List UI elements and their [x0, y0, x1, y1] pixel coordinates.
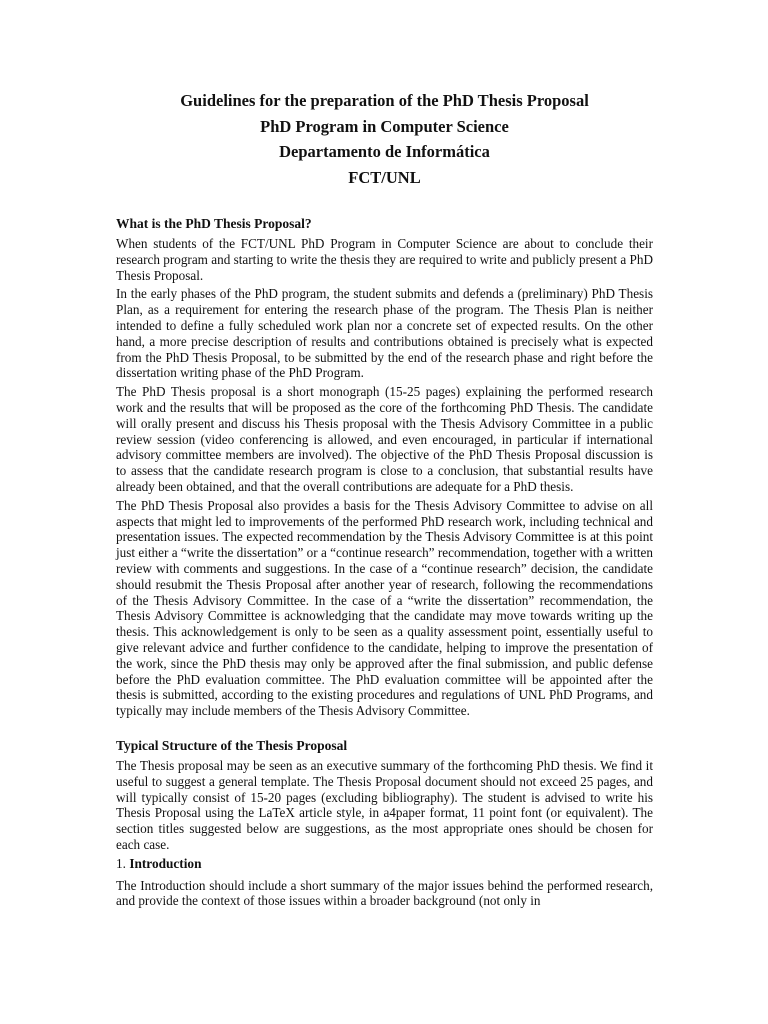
subsection-number: 1. — [116, 855, 126, 871]
title-line: Departamento de Informática — [279, 142, 490, 161]
paragraph: In the early phases of the PhD program, the student submits and defends a (preliminary) PhD Thesis Plan, as a requirement for entering the research phase of the program. The Thesis Plan is neither intended to define a fully scheduled work plan nor a concrete set of expected results. On the other hand, a more precise description of results and contributions obtained is precisely what is expected from the PhD Thesis Proposal, to be submitted by the end of the research phase and right before the dissertation writing phase of the PhD Program. — [116, 286, 653, 381]
paragraph: When students of the FCT/UNL PhD Program in Computer Science are about to conclude their research program and starting to write the thesis they are required to write and publicly present a PhD Thesis Proposal. — [116, 236, 653, 283]
section-spacer — [116, 722, 653, 738]
paragraph: The PhD Thesis Proposal also provides a basis for the Thesis Advisory Committee to advise on all aspects that might led to improvements of the performed PhD research work, including technical and presentation issues. The expected recommendation by the Thesis Advisory Committee is at this point just either a “write the dissertation” or a “continue research” recommendation, together with a written review with comments and suggestions. In the case of a “continue research” decision, the candidate should resubmit the Thesis Proposal after another year of research, following the recommendations of the Thesis Advisory Committee. In the case of a “write the dissertation” recommendation, the Thesis Advisory Committee is acknowledging that the candidate may move towards writing up the thesis. This acknowledgement is only to be seen as a quality assessment point, essentially useful to give relevant advice and further confidence to the candidate, helping to improve the presentation of the work, since the PhD thesis may only be approved after the final submission, and public defense before the PhD evaluation committee. The PhD evaluation committee will be appointed after the thesis is submitted, according to the existing procedures and regulations of UNL PhD Programs, and typically may include members of the Thesis Advisory Committee. — [116, 497, 653, 719]
paragraph: The Introduction should include a short summary of the major issues behind the performed research, and provide the context of those issues within a broader background (not only in — [116, 877, 653, 909]
paragraph: The Thesis proposal may be seen as an executive summary of the forthcoming PhD thesis. We find it useful to suggest a general template. The Thesis Proposal document should not exceed 25 pages, and will typically consist of 15-20 pages (excluding bibliography). The student is advised to write his Thesis Proposal using the LaTeX article style, in a4paper format, 11 point font (or equivalent). The section titles suggested below are suggestions, as the most appropriate ones should be chosen for each case. — [116, 757, 653, 852]
document-page — [116, 88, 653, 912]
section-heading-typical-structure: Typical Structure of the Thesis Proposal — [116, 737, 348, 753]
document-title — [116, 88, 653, 190]
subsection-title: Introduction — [129, 855, 202, 871]
subsection-heading-introduction — [116, 856, 653, 872]
title-line: PhD Program in Computer Science — [260, 116, 509, 136]
paragraph: The PhD Thesis proposal is a short monograph (15-25 pages) explaining the performed research work and the results that will be proposed as the core of the forthcoming PhD Thesis. The candidate will orally present and discuss his Thesis proposal with the Thesis Advisory Committee in a public review session (video conferencing is allowed, and even encouraged, in particular if international advisory committee members are involved). The objective of the PhD Thesis Proposal discussion is to assess that the candidate research program is close to a conclusion, that substantial results have already been obtained, and that the overall contributions are adequate for a PhD thesis. — [116, 384, 653, 494]
title-line: FCT/UNL — [348, 167, 421, 187]
section-heading-what-is: What is the PhD Thesis Proposal? — [116, 216, 312, 231]
title-line: Guidelines for the preparation of the PhD Thesis Proposal — [180, 91, 589, 110]
